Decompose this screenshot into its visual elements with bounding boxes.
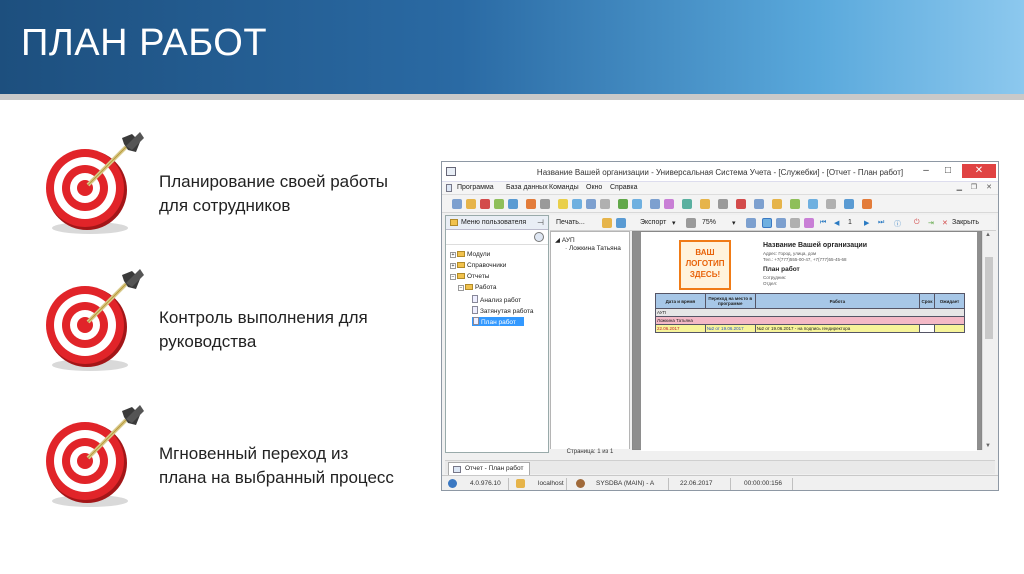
link-cell[interactable]: №2 от 19.06.2017	[705, 325, 755, 333]
folder-icon	[450, 219, 458, 226]
slide-title-band	[0, 0, 1024, 94]
col-due: Срок	[920, 294, 935, 309]
preview-scrollbar[interactable]	[982, 231, 994, 450]
two-pages-icon[interactable]	[790, 218, 800, 228]
page-width-icon[interactable]	[762, 218, 772, 228]
menu-item-window[interactable]: Окно	[586, 184, 603, 191]
toolbar-icon-calendar[interactable]	[772, 199, 782, 209]
toolbar-icon-nav[interactable]	[618, 199, 628, 209]
zoom-out-icon[interactable]	[746, 218, 756, 228]
toolbar-icon-doc[interactable]	[632, 199, 642, 209]
report-table	[655, 293, 965, 333]
tree-item-modules[interactable]: + Модули	[451, 251, 491, 258]
info-icon[interactable]: ⓘ	[894, 221, 901, 228]
report-tree-child[interactable]: · Ложкина Татьяна	[565, 245, 621, 252]
date-cell: 22.06.2017	[656, 325, 706, 333]
bullet-3-line1: Мгновенный переход из	[159, 444, 349, 463]
scroll-thumb[interactable]	[985, 257, 993, 339]
toolbar-icon-search[interactable]	[540, 199, 550, 209]
bullet-2-line1: Контроль выполнения для	[159, 308, 368, 327]
report-page	[641, 232, 977, 451]
due-cell	[920, 325, 935, 333]
app-window	[441, 161, 999, 491]
bullet-1-text	[159, 170, 388, 218]
zoom-icon[interactable]	[686, 218, 696, 228]
status-db-user: SYSDBA (MAIN) - A	[596, 480, 655, 487]
toolbar-icon-chart[interactable]	[664, 199, 674, 209]
toolbar-icon-add[interactable]	[494, 199, 504, 209]
report-title: План работ	[763, 266, 800, 273]
toolbar-icon-stop[interactable]	[736, 199, 746, 209]
menu-bar	[442, 182, 998, 195]
save-icon[interactable]	[616, 218, 626, 228]
title-divider	[0, 94, 1024, 100]
user-icon	[576, 479, 585, 488]
bullet-2-line2: руководства	[159, 332, 257, 351]
tree-item-reports[interactable]: − Отчеты	[451, 273, 490, 280]
info-status-icon	[448, 479, 457, 488]
toolbar-icon-filter[interactable]	[526, 199, 536, 209]
dart-target-icon	[40, 265, 150, 375]
work-cell: №2 от 19.06.2017 - на подпись гендиректора	[755, 325, 919, 333]
status-date: 22.06.2017	[680, 480, 713, 487]
bullet-1-line1: Планирование своей работы	[159, 172, 388, 191]
whole-page-icon[interactable]	[776, 218, 786, 228]
toolbar-icon-check[interactable]	[790, 199, 800, 209]
toolbar-icon-report[interactable]	[650, 199, 660, 209]
report-tree-panel	[550, 231, 630, 453]
group-cell: АУП	[656, 309, 965, 317]
pin-icon[interactable]: ⊣	[537, 218, 544, 227]
open-icon[interactable]	[602, 218, 612, 228]
export-button[interactable]: Экспорт	[640, 219, 667, 226]
table-row	[656, 317, 965, 325]
report-tree-root[interactable]: ◢ АУП	[555, 237, 575, 244]
page-info: Страница: 1 из 1	[550, 449, 630, 459]
tree-item-directories[interactable]: + Справочники	[451, 262, 507, 269]
toolbar-icon-open[interactable]	[466, 199, 476, 209]
bullet-1-line2: для сотрудников	[159, 196, 291, 215]
logo-placeholder: ВАШ ЛОГОТИП ЗДЕСЬ!	[679, 240, 731, 290]
org-phone: Тел.: +7(777)555-00-47, +7(777)55-45-68	[763, 257, 847, 262]
zoom-dropdown-icon[interactable]: ▾	[732, 220, 736, 227]
status-host: localhost	[538, 480, 564, 487]
main-toolbar	[442, 195, 998, 213]
toolbar-icon-settings[interactable]	[718, 199, 728, 209]
status-timer: 00:00:00:156	[744, 480, 782, 487]
scroll-down-icon[interactable]: ▼	[985, 443, 991, 449]
exit-icon[interactable]: ⇥	[928, 220, 934, 227]
toolbar-icon-mail[interactable]	[754, 199, 764, 209]
window-titlebar	[442, 162, 998, 182]
report-toolbar	[550, 215, 996, 231]
window-title: Название Вашей организации - Универсальная Система Учета - [Служебки] - [Отчет - План работ]	[536, 168, 904, 177]
toolbar-icon-note[interactable]	[558, 199, 568, 209]
mdi-restore-icon[interactable]: ❐	[970, 184, 977, 191]
toolbar-icon-edit[interactable]	[508, 199, 518, 209]
toolbar-icon-exit[interactable]	[862, 199, 872, 209]
toolbar-icon-user[interactable]	[808, 199, 818, 209]
toolbar-icon-help[interactable]	[844, 199, 854, 209]
menu-item-database[interactable]: База данных	[506, 184, 548, 191]
zoom-value[interactable]: 75%	[702, 219, 717, 226]
next-page-icon[interactable]: ▶	[864, 220, 870, 227]
mdi-minimize-icon[interactable]: ▁	[956, 184, 962, 191]
tree-item-delayed-work[interactable]: Затянутая работа	[472, 306, 534, 315]
first-page-icon[interactable]: ⏮	[820, 219, 827, 226]
close-report-icon[interactable]: ✕	[942, 220, 948, 227]
last-page-icon[interactable]: ⏭	[878, 219, 885, 226]
print-button[interactable]: Печать...	[556, 219, 585, 226]
col-work: Работа	[755, 294, 919, 309]
person-cell: Ложкина Татьяна	[656, 317, 965, 325]
report-preview	[632, 231, 982, 450]
mdi-close-icon[interactable]: ✕	[986, 184, 992, 191]
status-version: 4.0.976.10	[470, 480, 501, 487]
org-name: Название Вашей организации	[763, 242, 867, 249]
close-icon[interactable]: ✕	[962, 164, 996, 178]
user-menu-header	[446, 216, 548, 230]
status-bar	[442, 475, 999, 491]
toolbar-icon-paste[interactable]	[586, 199, 596, 209]
toolbar-icon-print[interactable]	[600, 199, 610, 209]
employee-label: Сотрудник:	[763, 275, 787, 280]
menu-item-program[interactable]: Программа	[457, 184, 494, 191]
bullet-3	[40, 401, 420, 521]
search-icon[interactable]	[534, 232, 544, 242]
bullet-1	[40, 128, 420, 248]
table-row[interactable]	[656, 325, 965, 333]
tree-item-work-analysis[interactable]: Анализ работ	[472, 295, 521, 304]
dart-target-icon	[40, 401, 150, 511]
tree-item-work[interactable]: − Работа	[459, 284, 497, 291]
edit-report-icon[interactable]	[804, 218, 814, 228]
tree-item-work-plan[interactable]: План работ	[472, 317, 524, 326]
toolbar-icon-refresh[interactable]	[452, 199, 462, 209]
toolbar-icon-delete[interactable]	[480, 199, 490, 209]
col-link: Переход на место в программе	[705, 294, 755, 309]
dept-label: Отдел:	[763, 281, 778, 286]
scroll-up-icon[interactable]: ▲	[985, 232, 991, 238]
bullet-3-line2: плана на выбранный процесс	[159, 468, 394, 487]
toolbar-icon-copy[interactable]	[572, 199, 582, 209]
page-number[interactable]: 1	[848, 219, 852, 226]
col-date: Дата и время	[656, 294, 706, 309]
user-menu-panel	[445, 215, 549, 453]
table-row	[656, 309, 965, 317]
tab-work-plan-report[interactable]: Отчет - План работ	[448, 462, 530, 475]
col-waiting: Ожидает	[935, 294, 965, 309]
document-tabs	[445, 460, 995, 474]
menu-app-icon	[446, 184, 452, 192]
maximize-icon[interactable]: □	[944, 165, 952, 176]
database-icon	[516, 479, 525, 488]
close-report-button[interactable]: Закрыть	[952, 219, 979, 226]
bullet-2-text	[159, 306, 368, 354]
toolbar-icon-table[interactable]	[682, 199, 692, 209]
export-dropdown-icon[interactable]: ▾	[672, 220, 676, 227]
bullet-2	[40, 265, 420, 385]
slide-title: ПЛАН РАБОТ	[21, 22, 268, 64]
menu-item-help[interactable]: Справка	[610, 184, 638, 191]
waiting-cell	[935, 325, 965, 333]
org-address: Адрес: Город, улица, дом	[763, 251, 817, 256]
menu-item-commands[interactable]: Команды	[549, 184, 579, 191]
prev-page-icon[interactable]: ◀	[834, 220, 840, 227]
dart-target-icon	[40, 128, 150, 238]
toolbar-icon-folder[interactable]	[700, 199, 710, 209]
report-tab-icon	[453, 466, 461, 473]
user-menu-title: Меню пользователя	[461, 219, 527, 226]
bullet-3-text	[159, 442, 394, 490]
stop-icon[interactable]: ⏻	[914, 219, 920, 226]
user-menu-search	[446, 230, 548, 245]
toolbar-icon-lock[interactable]	[826, 199, 836, 209]
minimize-icon[interactable]: –	[923, 165, 929, 176]
